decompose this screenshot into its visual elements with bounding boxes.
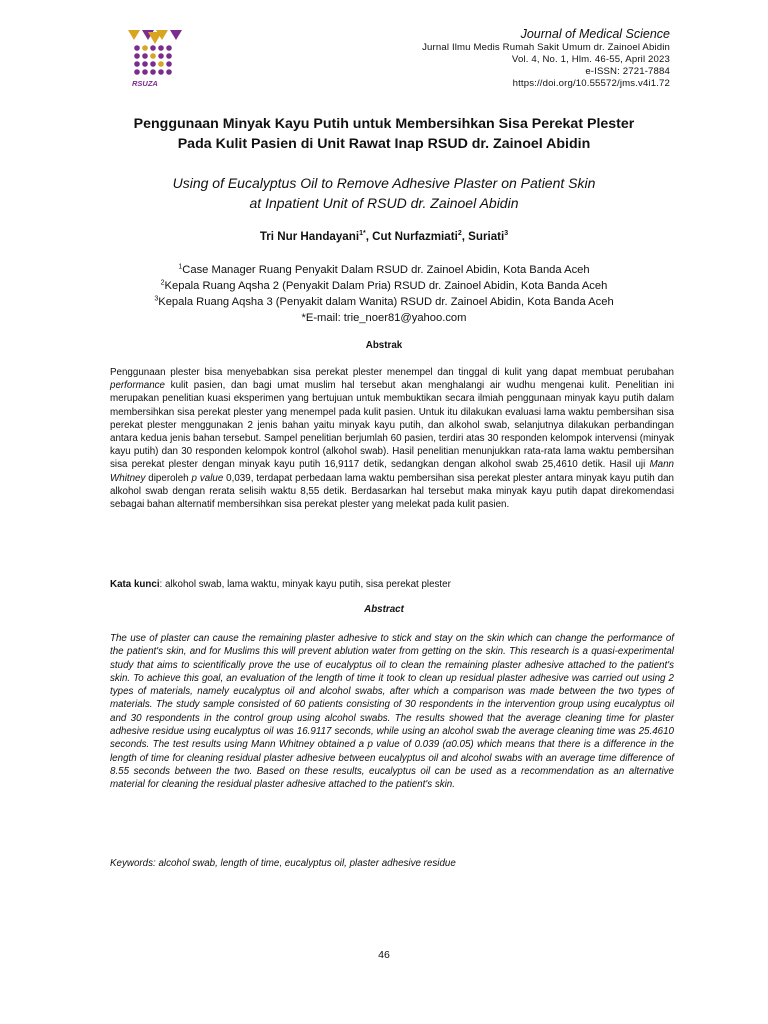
title-id-line1: Penggunaan Minyak Kayu Putih untuk Membersihkan Sisa Perekat Plester bbox=[133, 116, 635, 132]
journal-volume: Vol. 4, No. 1, Hlm. 46-55, April 2023 bbox=[511, 54, 670, 65]
abstrak-text: 0,039, terdapat perbedaan lama waktu pembersihan sisa perekat plester antara minyak kayu putih dan alkohol swab dengan rerata selisih waktu 8,55 detik. Berdasarkan hal tersebut maka minyak kayu putih dapat direkomendasi sebagai bahan alternatif membersihkan sisa perekat plester yang melekat pada kulit pasien. bbox=[110, 472, 674, 511]
logo-gold-triangles bbox=[128, 30, 182, 44]
journal-doi-link[interactable]: https://doi.org/10.55572/jms.v4i1.72 bbox=[512, 78, 670, 89]
journal-info bbox=[310, 27, 670, 90]
rsuza-logo bbox=[126, 28, 184, 90]
author-name: Cut Nurfazmiati bbox=[372, 230, 458, 243]
abstrak-body bbox=[110, 366, 674, 511]
page-number: 46 bbox=[378, 949, 390, 961]
author-name: Tri Nur Handayani bbox=[259, 230, 360, 243]
title-id-line2: Pada Kulit Pasien di Unit Rawat Inap RSUD dr. Zainoel Abidin bbox=[177, 136, 591, 152]
abstrak-heading: Abstrak bbox=[365, 340, 403, 351]
abstrak-text: kulit pasien, dan bagi umat muslim hal tersebut akan menghalangi air wudhu mengenai kulit. Penelitian ini merupakan penelitian kuasi eksperimen yang bertujuan untuk membuktikan secara ilmiah penggunaan minyak kayu putih dalam membersihkan sisa perekat plester yang menempel pada kulit pasien. Untuk itu dilakukan evaluasi lama waktu pembersihan sisa perekat plester menggunakan 2 jenis bahan yaitu minyak kayu putih, dan alkohol swab, selanjutnya dilakukan perbandingan antara kedua jenis bahan tersebut. Sampel penelitian berjumlah 60 pasien, terdiri atas 30 responden kelompok intervensi (minyak kayu putih) dan 30 responden kelompok kontrol (alkohol swab). Hasil penelitian menunjukkan rata-rata lama waktu pembersihan sisa perekat plester dengan minyak kayu putih 16,9117 detik, sedangkan dengan alkohol swab 25,4610 detik. Hasil uji bbox=[110, 380, 674, 471]
logo-dot-grid bbox=[134, 45, 172, 75]
author-separator: , bbox=[365, 230, 373, 243]
abstrak-italic-term: p value bbox=[191, 472, 224, 484]
author-list bbox=[100, 229, 668, 245]
affiliation-item bbox=[100, 294, 668, 310]
title-english bbox=[100, 173, 668, 213]
author-affil-mark: 2 bbox=[457, 230, 462, 238]
author-affil-mark: 1* bbox=[359, 230, 366, 238]
affiliation-mark: 1 bbox=[178, 263, 183, 271]
abstrak-text: Penggunaan plester bisa menyebabkan sisa perekat plester menempel dan tinggal di kulit yang dapat membuat perubahan bbox=[110, 367, 674, 378]
author-separator: , bbox=[461, 230, 469, 243]
abstrak-text: diperoleh bbox=[145, 472, 192, 484]
affiliation-text: Kepala Ruang Aqsha 2 (Penyakit Dalam Pria) RSUD dr. Zainoel Abidin, Kota Banda Aceh bbox=[164, 280, 608, 292]
journal-name: Journal of Medical Science bbox=[520, 27, 670, 41]
abstract-heading: Abstract bbox=[364, 604, 404, 615]
affiliation-list bbox=[100, 262, 668, 326]
abstract-body: The use of plaster can cause the remaining plaster adhesive to stick and stay on the skin which can change the performance of the patient's skin, and for Muslims this will prevent ablution water from getting on the skin. This research is a quasi-experimental study that aims to scientifically prove the use of eucalyptus oil to clean the remaining plaster adhesive attached to the patient's skin. To achieve this goal, an evaluation of the length of time it took to clean up residual plaster adhesive was carried out using 2 types of materials, namely eucalyptus oil and alcohol swabs, after which a comparison was made between the two types of materials. The study sample consisted of 60 patients consisting of 30 respondents in the intervention group using eucalyptus oil and 30 respondents in the control group using alcohol swabs. The results showed that the average cleaning time for plaster adhesive residue using eucalyptus oil was 16.9117 seconds, while using an alcohol swab the average cleaning time was 25.4610 seconds. The test results using Mann Whitney obtained a p value of 0.039 (α0.05) which means that there is a difference in the length of time for cleaning residual plaster adhesive between eucalyptus oil and alcohol swabs with an average time difference of 8.55 seconds between the two. Based on these results, eucalyptus oil can be used as a recommendation as an alternative material for cleaning the residual plaster adhesive attached to the patient's skin. bbox=[110, 633, 674, 791]
kata-kunci-text: : alkohol swab, lama waktu, minyak kayu putih, sisa perekat plester bbox=[159, 579, 451, 590]
kata-kunci bbox=[110, 578, 674, 591]
author-affil-mark: 3 bbox=[504, 230, 509, 238]
corresponding-email[interactable]: *E-mail: trie_noer81@yahoo.com bbox=[301, 312, 467, 324]
affiliation-text: Kepala Ruang Aqsha 3 (Penyakit dalam Wanita) RSUD dr. Zainoel Abidin, Kota Banda Aceh bbox=[158, 296, 614, 308]
title-en-line2: at Inpatient Unit of RSUD dr. Zainoel Abidin bbox=[249, 195, 519, 211]
affiliation-text: Case Manager Ruang Penyakit Dalam RSUD dr. Zainoel Abidin, Kota Banda Aceh bbox=[182, 264, 590, 276]
kata-kunci-label: Kata kunci bbox=[110, 579, 160, 590]
journal-subtitle: Jurnal Ilmu Medis Rumah Sakit Umum dr. Zainoel Abidin bbox=[422, 42, 670, 53]
keywords-en: Keywords: alcohol swab, length of time, eucalyptus oil, plaster adhesive residue bbox=[110, 858, 456, 869]
abstrak-italic-term: Mann Whitney bbox=[110, 459, 674, 484]
journal-eissn: e-ISSN: 2721-7884 bbox=[585, 66, 670, 77]
affiliation-mark: 2 bbox=[160, 279, 165, 287]
affiliation-item bbox=[100, 262, 668, 278]
title-indonesian bbox=[100, 114, 668, 154]
affiliation-item bbox=[100, 278, 668, 294]
abstrak-italic-term: performance bbox=[110, 380, 165, 392]
affiliation-mark: 3 bbox=[154, 295, 159, 303]
logo-text: RSUZA bbox=[132, 79, 158, 88]
title-en-line1: Using of Eucalyptus Oil to Remove Adhesive Plaster on Patient Skin bbox=[172, 175, 596, 191]
author-name: Suriati bbox=[468, 230, 505, 243]
